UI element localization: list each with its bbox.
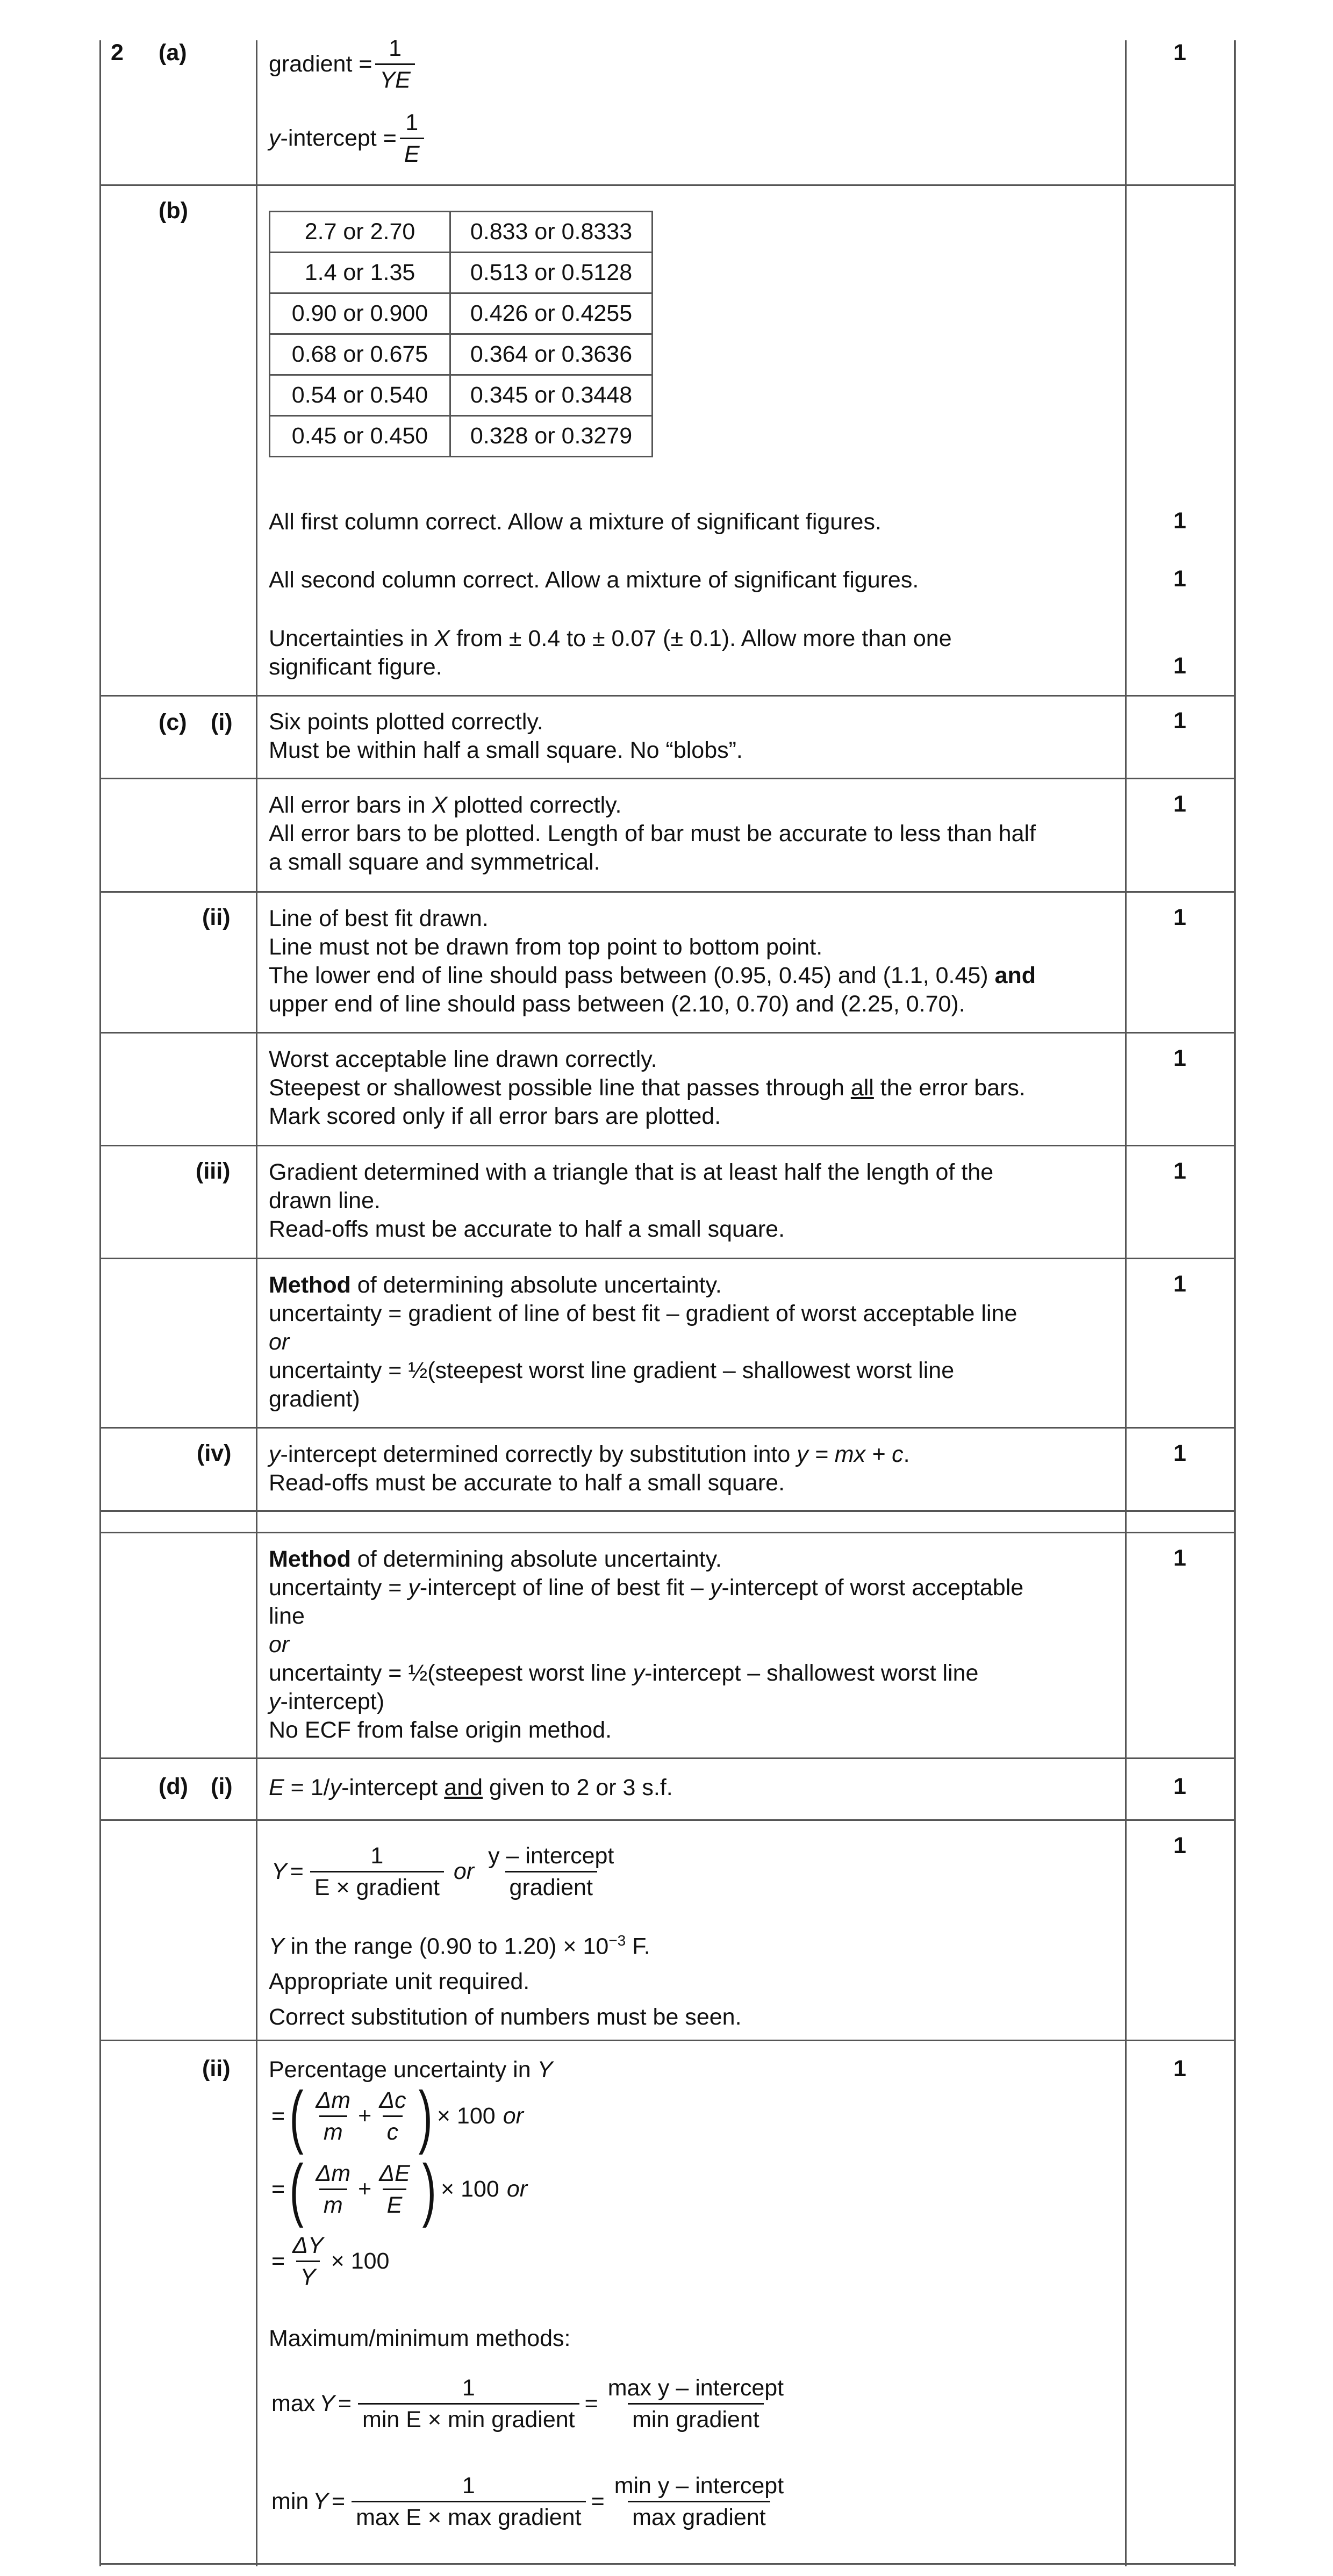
c-iv-block-1: y-intercept determined correctly by substitution into y = mx + c. Read-offs must be accurate to half a small square.	[269, 1441, 910, 1496]
column-line-marks	[1125, 40, 1127, 2566]
table-cell: 0.833 or 0.8333	[450, 212, 653, 253]
part-a-label: (a)	[159, 40, 187, 66]
c-ii-block-1: Line of best fit drawn. Line must not be drawn from top point to bottom point. The lower end of line should pass between (0.95, 0.45) and (1.1, 0.45) and upper end of line should pass between (2.10, 0.70) and (2.25, 0.70).	[269, 906, 1036, 1017]
values-table	[269, 211, 653, 457]
row-line	[99, 1757, 1236, 1759]
d-ii-heading: Percentage uncertainty in Y	[269, 2057, 553, 2083]
question-number: 2	[111, 40, 124, 66]
column-line-left	[99, 40, 101, 2566]
part-a-gradient	[269, 33, 1107, 95]
intercept-fraction	[400, 107, 424, 169]
intercept-label: -intercept =	[280, 125, 397, 151]
mark-d-3: 1	[1173, 2056, 1186, 2082]
left-paren: (	[289, 2077, 304, 2155]
part-d-label: (d)	[159, 1774, 188, 1799]
part-c-iii-label: (iii)	[196, 1158, 231, 1184]
row-line	[99, 1032, 1236, 1034]
table-cell: 1.4 or 1.35	[270, 253, 450, 293]
mark-b-3: 1	[1173, 653, 1186, 679]
mark-d-2: 1	[1173, 1833, 1186, 1859]
table-cell: 0.328 or 0.3279	[450, 416, 653, 457]
mark-c-6: 1	[1173, 1271, 1186, 1297]
c-iv-block-2: Method of determining absolute uncertainty. uncertainty = y-intercept of line of best fit – y-intercept of worst acceptable line or uncertainty = ½(steepest worst line y-intercept – shallowest worst line y-intercept) No ECF from false origin method.	[269, 1546, 1024, 1743]
row-line	[99, 1510, 1236, 1512]
table-cell: 0.345 or 0.3448	[450, 375, 653, 416]
d-ii-formula-2: = ( $\frac{\Delta m}{m}$ + $\frac{\Delta E}{E}$ ) × 100 or	[271, 2150, 528, 2228]
fraction-denominator: YE	[375, 63, 414, 95]
part-c-iv-label: (iv)	[197, 1440, 232, 1466]
table-row	[270, 212, 653, 253]
b-line-1: All first column correct. Allow a mixture of significant figures.	[269, 509, 882, 535]
table-cell: 0.45 or 0.450	[270, 416, 450, 457]
mark-c-2: 1	[1173, 791, 1186, 817]
table-row	[270, 293, 653, 334]
mark-c-5: 1	[1173, 1158, 1186, 1184]
table-cell: 0.68 or 0.675	[270, 334, 450, 375]
part-d-i-label: (i)	[211, 1774, 233, 1799]
row-line	[99, 2563, 1236, 2565]
mark-a: 1	[1173, 40, 1186, 66]
b-line-3: Uncertainties in X from ± 0.4 to ± 0.07 (± 0.1). Allow more than one significant figure.	[269, 626, 952, 680]
mark-d-1: 1	[1173, 1774, 1186, 1799]
part-c-ii-label: (ii)	[202, 905, 231, 930]
y-variable: y	[269, 125, 281, 151]
part-c-i-label: (i)	[211, 709, 233, 735]
fraction-numerator: 1	[405, 110, 419, 135]
row-line	[99, 1819, 1236, 1821]
d-ii-min-formula: min Y = $\frac{1}{\text{max E × max gradient}}$ = $\frac{\text{min y – intercept}}{\text{max gradient}}$	[271, 2471, 1110, 2532]
row-line	[99, 184, 1236, 186]
mark-c-8: 1	[1173, 1545, 1186, 1571]
d-i-block-2: Y in the range (0.90 to $1.20) \times 10^{-3}$ F. Appropriate unit required. Correct substitution of numbers must be seen.	[269, 1932, 742, 2030]
d-i-formula: Y = $\frac{1}{\text{E × gradient}}$ or $\frac{\text{y – intercept}}{\text{gradient}}$	[271, 1841, 1110, 1903]
part-c-label: (c)	[159, 709, 187, 735]
c-iii-block-1: Gradient determined with a triangle that is at least half the length of the drawn line. Read-offs must be accurate to half a small square.	[269, 1159, 994, 1242]
formula-fraction: $\frac{1}{\text{E × gradient}}$	[310, 1841, 444, 1903]
fraction-denominator: E	[400, 138, 424, 169]
mark-c-3: 1	[1173, 905, 1186, 930]
mark-c-4: 1	[1173, 1045, 1186, 1071]
table-cell: 0.364 or 0.3636	[450, 334, 653, 375]
gradient-label: gradient =	[269, 51, 372, 77]
gradient-fraction	[375, 33, 414, 95]
mark-b-1: 1	[1173, 508, 1186, 534]
row-line	[99, 2040, 1236, 2041]
c-i-block-2: All error bars in X plotted correctly. All error bars to be plotted. Length of bar must be accurate to less than half a small square and symmetrical.	[269, 792, 1036, 875]
d-ii-max-formula: max Y = $\frac{1}{\text{min E × min gradient}}$ = $\frac{\text{max y – intercept}}{\text{min gradient}}$	[271, 2373, 1110, 2435]
c-i-block-1: Six points plotted correctly. Must be within half a small square. No “blobs”.	[269, 709, 743, 763]
d-ii-maxmin: Maximum/minimum methods:	[269, 2326, 571, 2351]
fraction-numerator: 1	[389, 35, 402, 61]
table-cell: 2.7 or 2.70	[270, 212, 450, 253]
part-a-intercept	[269, 107, 1107, 169]
part-b-label: (b)	[159, 198, 188, 224]
d-ii-formula-1: = ( $\frac{\Delta m}{m}$ + $\frac{\Delta c}{c}$ ) × 100 or	[271, 2077, 524, 2155]
table-cell: 0.426 or 0.4255	[450, 293, 653, 334]
row-line	[99, 695, 1236, 697]
column-line-part	[256, 40, 257, 2566]
left-paren: (	[289, 2150, 304, 2228]
table-row	[270, 253, 653, 293]
b-line-2: All second column correct. Allow a mixture of significant figures.	[269, 567, 919, 593]
c-iii-block-2: Method of determining absolute uncertainty. uncertainty = gradient of line of best fit – gradient of worst acceptable line or uncertainty = ½(steepest worst line gradient – shallowest worst line gradient)	[269, 1272, 1017, 1412]
table-cell: 0.90 or 0.900	[270, 293, 450, 334]
mark-c-7: 1	[1173, 1440, 1186, 1466]
table-cell: 0.54 or 0.540	[270, 375, 450, 416]
table-cell: 0.513 or 0.5128	[450, 253, 653, 293]
row-line	[99, 891, 1236, 893]
mark-b-2: 1	[1173, 566, 1186, 592]
row-line	[99, 1145, 1236, 1146]
formula-fraction-2: $\frac{\text{y – intercept}}{\text{gradient}}$	[484, 1841, 618, 1903]
table-row	[270, 375, 653, 416]
right-paren: )	[418, 2077, 433, 2155]
row-line	[99, 1258, 1236, 1259]
column-line-right	[1234, 40, 1236, 2566]
row-line	[99, 1532, 1236, 1533]
mark-c-1: 1	[1173, 708, 1186, 734]
table-row	[270, 334, 653, 375]
row-line	[99, 778, 1236, 779]
d-ii-formula-3: = $\frac{\Delta Y}{Y}$ × 100	[271, 2230, 1110, 2292]
d-i-block-1: E = 1/y-intercept and given to 2 or 3 s.f.	[269, 1775, 673, 1800]
c-ii-block-2: Worst acceptable line drawn correctly. Steepest or shallowest possible line that passes through all the error bars. Mark scored only if all error bars are plotted.	[269, 1046, 1026, 1129]
row-line	[99, 1427, 1236, 1429]
table-row	[270, 416, 653, 457]
part-d-ii-label: (ii)	[202, 2056, 231, 2082]
right-paren: )	[422, 2150, 436, 2228]
